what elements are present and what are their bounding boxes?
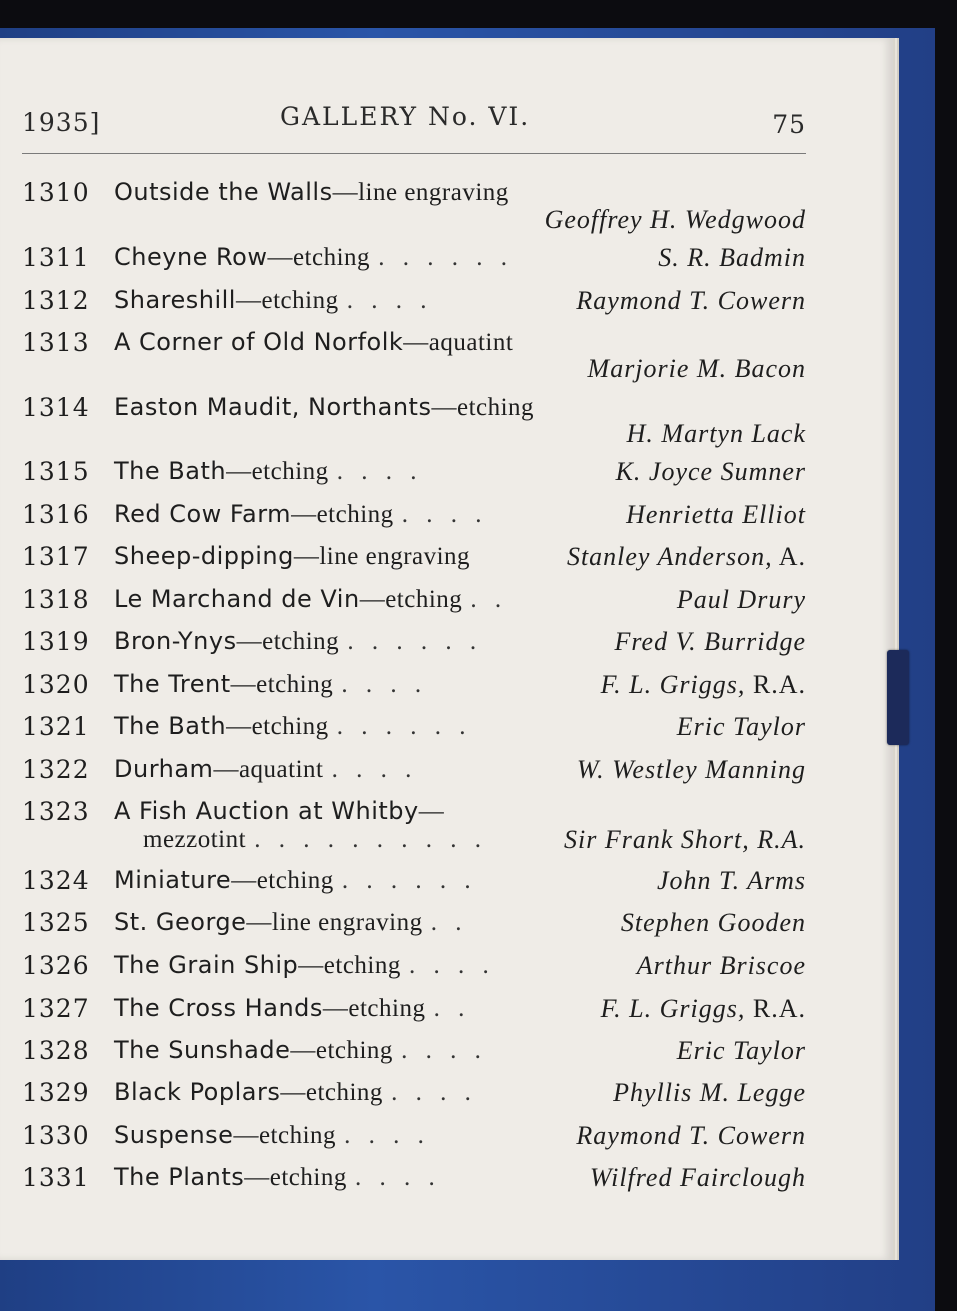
entry-number: 1316 — [22, 500, 90, 529]
entry-artist-suffix: R.A. — [749, 825, 806, 854]
leader-dots: . . . . . . — [378, 244, 513, 271]
entry-title — [114, 393, 534, 422]
leader-dots: . . . . — [401, 1037, 487, 1064]
catalogue-entry — [0, 542, 893, 582]
entry-artist-name: Eric Taylor — [676, 1036, 806, 1065]
entry-artist — [621, 908, 806, 938]
entry-title-text: Durham — [114, 755, 214, 783]
entry-number: 1310 — [22, 178, 90, 207]
running-head-title: GALLERY No. VI. — [280, 102, 531, 131]
page-number: 75 — [772, 110, 806, 139]
entry-artist — [588, 354, 806, 384]
entry-medium: —aquatint — [403, 329, 514, 356]
entry-artist — [601, 994, 806, 1024]
entry-artist — [657, 866, 806, 896]
leader-dots: . . . . — [331, 756, 418, 783]
entry-medium: — — [418, 798, 445, 825]
entry-artist — [677, 585, 806, 615]
catalogue-entry — [0, 951, 893, 991]
entry-artist-name: Stephen Gooden — [620, 908, 806, 937]
entry-artist-suffix: A. — [772, 542, 806, 571]
entry-medium: —etching — [231, 867, 334, 894]
catalogue-entry — [0, 1163, 893, 1203]
leader-dots: . . . . — [344, 1122, 430, 1149]
catalogue-entry — [0, 797, 893, 854]
entry-title — [114, 755, 417, 784]
catalogue-entry — [0, 994, 893, 1034]
entry-title — [114, 670, 427, 699]
entry-title — [114, 243, 513, 272]
catalogue-entry — [0, 712, 893, 752]
leader-dots: . . . . . . — [336, 713, 472, 740]
entry-medium: —etching — [298, 952, 401, 979]
entry-title-text: Sheep-dipping — [114, 542, 294, 570]
leader-dots: . . . . — [409, 952, 495, 979]
entry-title — [114, 908, 468, 937]
entry-artist — [658, 243, 806, 273]
entry-title-text: Suspense — [114, 1121, 234, 1149]
entry-title-text: Black Poplars — [114, 1078, 281, 1106]
entry-title — [114, 994, 470, 1023]
leader-dots: . . — [433, 995, 471, 1022]
entry-medium: —etching — [267, 244, 371, 271]
leader-dots: . . . . — [346, 287, 433, 314]
catalogue-entry — [0, 178, 893, 234]
leader-dots: . . . . . . — [347, 628, 483, 655]
entry-title — [114, 500, 488, 529]
entry-artist — [615, 627, 807, 657]
entry-artist — [601, 670, 806, 700]
entry-artist-name: S. R. Badmin — [658, 243, 806, 272]
leader-dots: . . . . — [391, 1079, 477, 1106]
entry-title-text: Easton Maudit, Northants — [114, 393, 432, 421]
entry-artist-name: H. Martyn Lack — [626, 419, 806, 448]
entry-artist-name: Sir Frank Short, — [564, 825, 750, 854]
entry-medium: —etching — [230, 671, 334, 698]
entry-title-text: Le Marchand de Vin — [114, 585, 360, 613]
entry-artist-name: K. Joyce Sumner — [615, 457, 806, 486]
entry-number: 1317 — [22, 542, 90, 571]
entry-number: 1328 — [22, 1036, 90, 1065]
entry-medium: —etching — [235, 287, 339, 314]
catalogue-entry — [0, 500, 893, 540]
entry-medium: —etching — [233, 1122, 337, 1149]
entry-number: 1313 — [22, 328, 90, 357]
entry-artist-name: Geoffrey H. Wedgwood — [544, 205, 806, 234]
leader-dots: . . . . — [341, 671, 428, 698]
catalogue-entry — [0, 670, 893, 710]
entry-artist-name: Eric Taylor — [676, 712, 806, 741]
entry-title-text: Cheyne Row — [114, 243, 268, 271]
entry-artist — [576, 286, 806, 316]
catalogue-entry — [0, 908, 893, 948]
entry-artist-name: Paul Drury — [676, 585, 806, 614]
leader-dots: . . . . — [354, 1164, 441, 1191]
running-head-year: 1935] — [22, 108, 101, 137]
entry-artist-name: Fred V. Burridge — [614, 627, 806, 656]
entry-artist — [545, 205, 806, 235]
entry-medium: —etching — [280, 1079, 383, 1106]
catalogue-entry — [0, 328, 893, 383]
entry-number: 1311 — [22, 243, 90, 272]
entry-title-text: Bron-Ynys — [114, 627, 237, 655]
entry-artist — [677, 712, 806, 742]
entry-title — [114, 542, 470, 571]
entry-title — [114, 1121, 430, 1150]
entry-title-text: The Sunshade — [114, 1036, 291, 1064]
entry-artist — [613, 1078, 806, 1108]
entry-artist-name: F. L. Griggs, — [600, 994, 746, 1023]
entry-number: 1330 — [22, 1121, 90, 1150]
entry-title — [114, 178, 509, 207]
catalogue-entry — [0, 1078, 893, 1118]
entry-medium: —line engraving — [332, 179, 509, 206]
entry-number: 1325 — [22, 908, 90, 937]
entry-medium-continued: mezzotint — [143, 826, 247, 853]
entry-artist — [590, 1163, 806, 1193]
entry-medium: —line engraving — [293, 543, 471, 570]
entry-artist — [627, 419, 806, 449]
entry-second-line — [143, 825, 487, 854]
entry-number: 1319 — [22, 627, 90, 656]
entry-title — [114, 457, 423, 486]
entry-medium: —etching — [226, 458, 329, 485]
catalogue-entry — [0, 393, 893, 448]
catalogue-entry — [0, 627, 893, 667]
entry-number: 1320 — [22, 670, 90, 699]
entry-title-text: A Fish Auction at Whitby — [114, 797, 419, 825]
entry-medium: —etching — [291, 501, 394, 528]
entry-artist — [567, 542, 806, 572]
entry-artist-name: Arthur Briscoe — [636, 951, 806, 980]
entry-title-text: A Corner of Old Norfolk — [114, 328, 404, 356]
entry-title-text: Outside the Walls — [114, 178, 333, 206]
entry-title — [114, 951, 495, 980]
leader-dots: . . . . — [336, 458, 423, 485]
leader-dots: . . — [470, 586, 508, 613]
running-head — [22, 102, 806, 142]
leader-dots: . . . . . . — [341, 867, 477, 894]
entry-medium: —etching — [359, 586, 463, 613]
entry-number: 1312 — [22, 286, 90, 315]
entry-title — [114, 627, 482, 656]
entry-title — [114, 712, 472, 741]
entry-number: 1321 — [22, 712, 90, 741]
header-rule — [22, 153, 806, 154]
entry-title — [114, 797, 444, 826]
catalogue-entry — [0, 755, 893, 795]
entry-title-text: The Grain Ship — [114, 951, 299, 979]
entry-artist-name: W. Westley Manning — [576, 755, 806, 784]
catalogue-entry — [0, 866, 893, 906]
entry-artist — [637, 951, 806, 981]
entry-number: 1322 — [22, 755, 90, 784]
catalogue-entry — [0, 243, 893, 283]
entry-title-text: The Cross Hands — [114, 994, 323, 1022]
entry-medium: —etching — [226, 713, 329, 740]
leader-dots: . . . . — [401, 501, 488, 528]
entry-artist-name: Raymond T. Cowern — [576, 286, 806, 315]
entry-number: 1327 — [22, 994, 90, 1023]
entry-medium: —etching — [322, 995, 426, 1022]
entry-title — [114, 585, 507, 614]
entry-artist — [626, 500, 806, 530]
entry-number: 1324 — [22, 866, 90, 895]
entry-artist — [564, 825, 806, 855]
entry-artist-name: Marjorie M. Bacon — [587, 354, 806, 383]
entry-number: 1315 — [22, 457, 90, 486]
entry-artist-suffix: R.A. — [745, 994, 806, 1023]
catalogue-entry — [0, 1121, 893, 1161]
catalogue-entry — [0, 585, 893, 625]
entry-title-text: Red Cow Farm — [114, 500, 292, 528]
entry-artist — [577, 755, 806, 785]
entry-title-text: Miniature — [114, 866, 232, 894]
entry-title-text: Shareshill — [114, 286, 236, 314]
entry-artist — [677, 1036, 806, 1066]
entry-artist-name: Stanley Anderson, — [566, 542, 773, 571]
entry-artist-name: Raymond T. Cowern — [576, 1121, 806, 1150]
entry-title — [114, 286, 432, 315]
entry-artist-name: Wilfred Fairclough — [589, 1163, 806, 1192]
entry-medium: —etching — [236, 628, 340, 655]
entry-title — [114, 328, 513, 357]
entry-title-text: The Bath — [114, 712, 227, 740]
entry-artist — [576, 1121, 806, 1151]
leader-dots: . . . . . . . . . . — [254, 826, 487, 853]
catalogue-entry — [0, 286, 893, 326]
entry-artist-name: Phyllis M. Legge — [613, 1078, 806, 1107]
catalogue-entry — [0, 1036, 893, 1076]
entry-title-text: The Trent — [114, 670, 231, 698]
entry-artist-name: Henrietta Elliot — [626, 500, 806, 529]
entry-medium: —etching — [431, 394, 535, 421]
entry-number: 1326 — [22, 951, 90, 980]
catalogue-entry — [0, 457, 893, 497]
entry-artist-suffix: R.A. — [745, 670, 806, 699]
leader-dots: . . — [430, 909, 468, 936]
entry-medium: —aquatint — [213, 756, 324, 783]
entry-number: 1318 — [22, 585, 90, 614]
entry-number: 1314 — [22, 393, 90, 422]
entry-number: 1323 — [22, 797, 90, 826]
entry-artist-name: F. L. Griggs, — [600, 670, 746, 699]
entry-title-text: The Plants — [114, 1163, 245, 1191]
entry-medium: —line engraving — [246, 909, 423, 936]
entry-medium: —etching — [290, 1037, 393, 1064]
entry-artist-name: John T. Arms — [657, 866, 806, 895]
entry-number: 1331 — [22, 1163, 90, 1192]
entry-title — [114, 1163, 441, 1192]
entry-title — [114, 866, 477, 895]
entry-title-text: St. George — [114, 908, 247, 936]
entry-number: 1329 — [22, 1078, 90, 1107]
entry-medium: —etching — [244, 1164, 347, 1191]
entry-title — [114, 1078, 477, 1107]
entry-title-text: The Bath — [114, 457, 227, 485]
entry-title — [114, 1036, 487, 1065]
entry-artist — [616, 457, 806, 487]
